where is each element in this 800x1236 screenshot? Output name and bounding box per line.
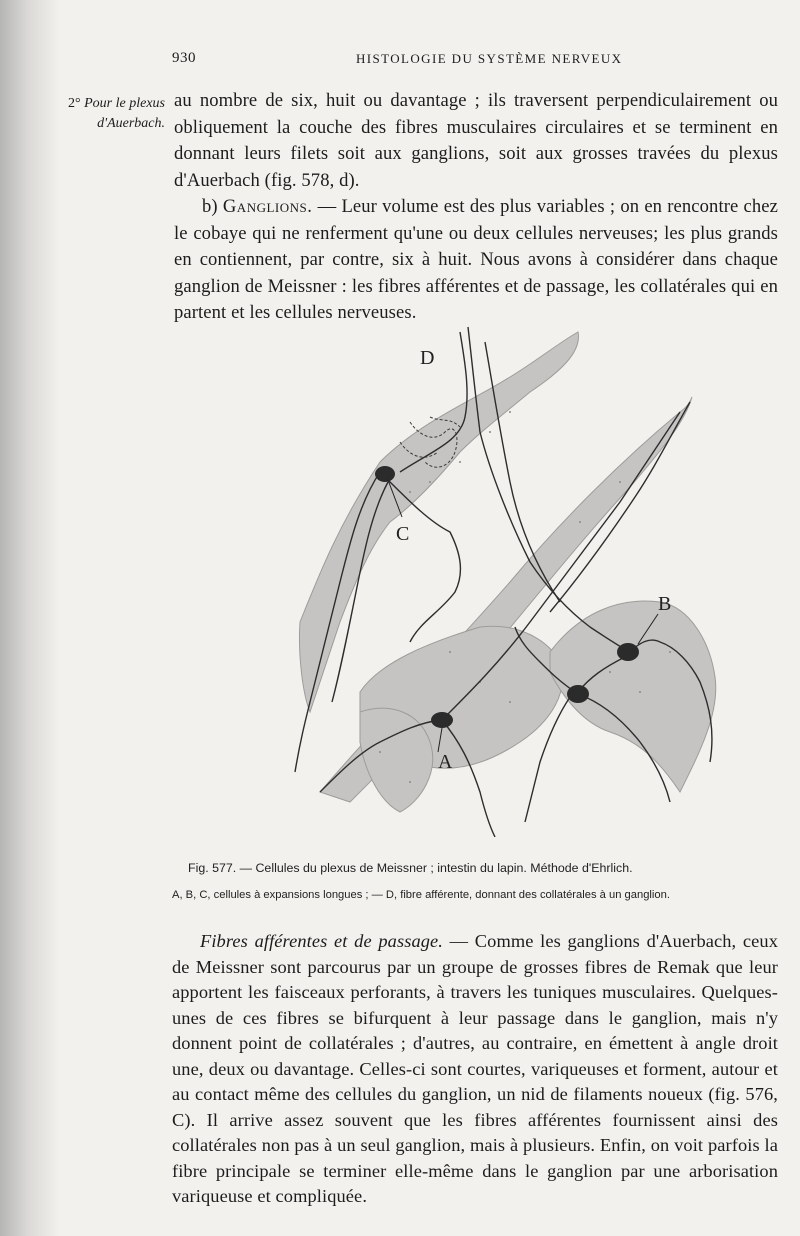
cell-b2: [567, 685, 589, 703]
caption-line-1: Fig. 577. — Cellules du plexus de Meissner ; intestin du lapin. Méthode d'Ehrlich.: [188, 861, 633, 875]
label-c: C: [396, 523, 410, 545]
fibres-text: — Comme les ganglions d'Auerbach, ceux de Meissner sont parcourus par un groupe de grosses fibres de Remak que leur apportent les faisceaux perforants, à travers les tuniques musculaires. Quelques-unes de ces fibres se bifurquent à leur passage dans le ganglion, mais n'y donnent point de collatérales ; d'autres, au contraire, en émettent à angle droit une, deux ou davantage. Celles-ci sont courtes, variqueuses et forment, autour et au contact même des cellules du ganglion, un nid de filaments noueux (fig. 576, C). Il arrive assez souvent que les fibres afférentes fournissent ainsi des collatérales non pas à un seul ganglion, mais à plusieurs. Enfin, on voit parfois la fibre principale se terminer elle-même dans le ganglion par une arborisation variqueuse et compliquée.: [172, 931, 779, 1206]
label-d: D: [420, 347, 435, 369]
paragraph-fibres: [172, 929, 778, 1210]
label-a: A: [438, 751, 453, 773]
ganglions-marker: b): [202, 196, 223, 217]
figure-577-illustration: [260, 322, 730, 837]
cell-a: [431, 712, 453, 728]
label-b: B: [658, 593, 672, 615]
page-number: 930: [172, 50, 196, 66]
caption-line-2: A, B, C, cellules à expansions longues ; — D, fibre afférente, donnant des collatérales à un ganglion.: [172, 889, 670, 901]
running-title: HISTOLOGIE DU SYSTÈME NERVEUX: [356, 51, 623, 66]
margin-note: [53, 94, 165, 134]
cell-b: [617, 643, 639, 661]
figure-caption: [172, 855, 780, 909]
ganglions-text: — Leur volume est des plus variables ; on en rencontre chez le cobaye qui ne renferment qu'une ou deux cellules nerveuses; les plus grands en contiennent, par contre, six à huit. Nous avons à considérer dans chaque ganglion de Meissner : les fibres afférentes et de passage, les collatérales qui en partent et les cellules nerveuses.: [174, 196, 778, 323]
ganglions-heading: Ganglions.: [222, 196, 313, 217]
meissner-plexus-drawing: [260, 322, 730, 837]
paragraph-ganglions: [174, 194, 778, 327]
page-edge-shadow: [0, 0, 60, 1236]
margin-note-number: 2°: [68, 96, 85, 111]
fibres-heading: Fibres afférentes et de passage.: [200, 931, 444, 951]
cell-c: [375, 466, 395, 482]
paragraph-continuation: au nombre de six, huit ou davantage ; ils traversent perpendiculairement ou obliquement la couche des fibres musculaires circulaires et se terminent en donnant leurs filets soit aux ganglions, soit aux grosses travées du plexus d'Auerbach (fig. 578, d).: [174, 90, 778, 191]
page-header: [0, 50, 800, 72]
margin-note-text: Pour le plexus d'Auerbach.: [84, 96, 165, 131]
